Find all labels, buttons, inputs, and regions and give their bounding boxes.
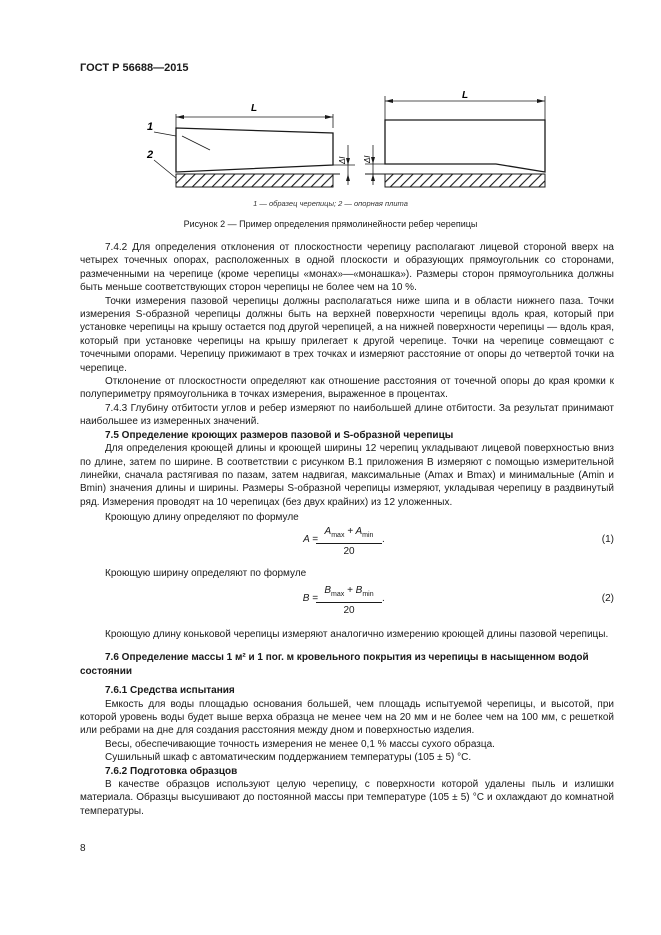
formula-2: B = $B_{max} + B_{min}$ 20 . (2) — [302, 584, 614, 617]
formula-2-denominator: 20 — [343, 605, 355, 617]
label-l-right: L — [461, 90, 469, 101]
label-l-left: L — [250, 103, 258, 114]
figure-caption: Рисунок 2 — Пример определения прямолинейности ребер черепицы — [183, 219, 478, 229]
heading-7-5: 7.5 Определение кроющих размеров пазовой и S-образной черепицы — [105, 429, 454, 441]
label-dl-right: Δl — [363, 155, 372, 163]
support-plate-left — [176, 174, 333, 187]
formula-1-fraction — [316, 525, 382, 559]
formula-2-numerator: $B_{max} + B_{min}$ — [316, 584, 382, 603]
body-text — [80, 241, 614, 818]
label-dl-left: Δl — [338, 156, 347, 164]
formula-1-denominator: 20 — [343, 545, 355, 557]
label-2: 2 — [147, 149, 154, 161]
formula-1-number: (1) — [601, 533, 614, 545]
heading-7-6: 7.6 Определение массы 1 м² и 1 пог. м кровельного покрытия из черепицы в насыщенном водой состоянии — [80, 652, 589, 677]
formula-2-lhs: B = — [302, 592, 318, 604]
formula-2-number: (2) — [601, 592, 614, 604]
paragraph-7-4-2: 7.4.2 Для определения отклонения от плоскостности черепицу располагают лицевой стороной вверх на четырех точечных опорах, расположенных в одной плоскости и образующих прямоугольник со сторонами, размеченными на черепице (кроме черепицы «монах»—«монашка»). Размеры сторон прямоугольника должны быть меньше соответствующих сторон черепицы не более чем на 10 %. — [80, 242, 614, 294]
paragraph-flatness: Отклонение от плоскостности определяют как отношение расстояния от точечной опоры до края кромки к полупериметру прямоугольника в точках измерения, выраженное в процентах. — [80, 376, 614, 401]
paragraph-water-container: Емкость для воды площадью основания большей, чем площадь испытуемой черепицы, и высотой, при которой уровень воды будет выше верха образца не менее чем на 20 мм и не более чем на 100 мм, с решеткой или ребрами на дне для создания расстояния между дном и поверхностью изделия. — [80, 698, 614, 737]
heading-7-6-2: 7.6.2 Подготовка образцов — [105, 765, 238, 777]
formula-1: A = $A_{max} + A_{min}$ 20 . (1) — [303, 525, 614, 557]
paragraph-ridge-tile: Кроющую длину коньковой черепицы измеряют аналогично измерению кроющей длины пазовой черепицы. — [105, 628, 609, 640]
paragraph-drying-oven: Сушильный шкаф с автоматическим поддержанием температуры (105 ± 5) °С. — [105, 752, 472, 764]
heading-7-6-1: 7.6.1 Средства испытания — [105, 685, 235, 697]
tile-sample-left — [176, 128, 333, 172]
paragraph-7-4-3: 7.4.3 Глубину отбитости углов и ребер измеряют по наибольшей длине отбитости. За результат принимают наибольшее из измеренных значений. — [80, 402, 614, 428]
label-1: 1 — [147, 121, 154, 133]
paragraph-formula-width-intro: Кроющую ширину определяют по формуле — [105, 567, 307, 579]
paragraph-covering-sizes: Для определения кроющей длины и кроющей ширины 12 черепиц укладывают лицевой поверхностью вниз по длине, затем по ширине. В соответствии с рисунком В.1 приложения В измеряют с помощью измерительной линейки, сначала растягивая по пазам, затем надвигая, максимальные (Amax и Bmax) и минимальные (Amin и Bmin) значения длины и ширины. Размеры S-образной черепицы измеряют, укладывая черепицу в раздвинутый ряд. Измерения проводят на 10 черепицах (без двух крайних) из 12 уложенных. — [80, 443, 614, 508]
paragraph-formula-length-intro: Кроющую длину определяют по формуле — [105, 512, 299, 524]
figure-tile-straightness — [140, 90, 560, 202]
paragraph-scales: Весы, обеспечивающие точность измерения не менее 0,1 % массы сухого образца. — [105, 738, 495, 750]
paragraph-measure-points: Точки измерения пазовой черепицы должны располагаться ниже шипа и в области нижнего паза. Точки измерения S-образной черепицы должны быть на верхней поверхности черепицы вдоль края, который при установке черепицы на крышу остается под другой черепицей, а на нижней поверхности черепицы — вдоль края, который при установке черепицы на крышу прилегает к другой черепице. Точки на черепице совмещают с точечными опорами. Черепицу прижимают в трех точках и измеряют расстояние от опоры до четвертой точки на черепице. — [80, 295, 614, 374]
formula-1-numerator: $A_{max} + A_{min}$ — [316, 525, 382, 544]
page-number: 8 — [80, 843, 86, 854]
document-header: ГОСТ Р 56688—2015 — [80, 62, 189, 74]
paragraph-samples: В качестве образцов используют целую черепицу, с поверхности которой удалены пыль и излишки материала. Образцы высушивают до постоянной массы при температуре (105 ± 5) °С и охлаждают до комнатной температуры. — [80, 779, 614, 817]
support-plate-right — [385, 174, 545, 187]
tile-sample-right — [385, 120, 545, 172]
formula-2-fraction — [316, 584, 382, 618]
figure-legend: 1 — образец черепицы; 2 — опорная плита — [253, 199, 408, 208]
formula-1-lhs: A = — [303, 533, 318, 545]
